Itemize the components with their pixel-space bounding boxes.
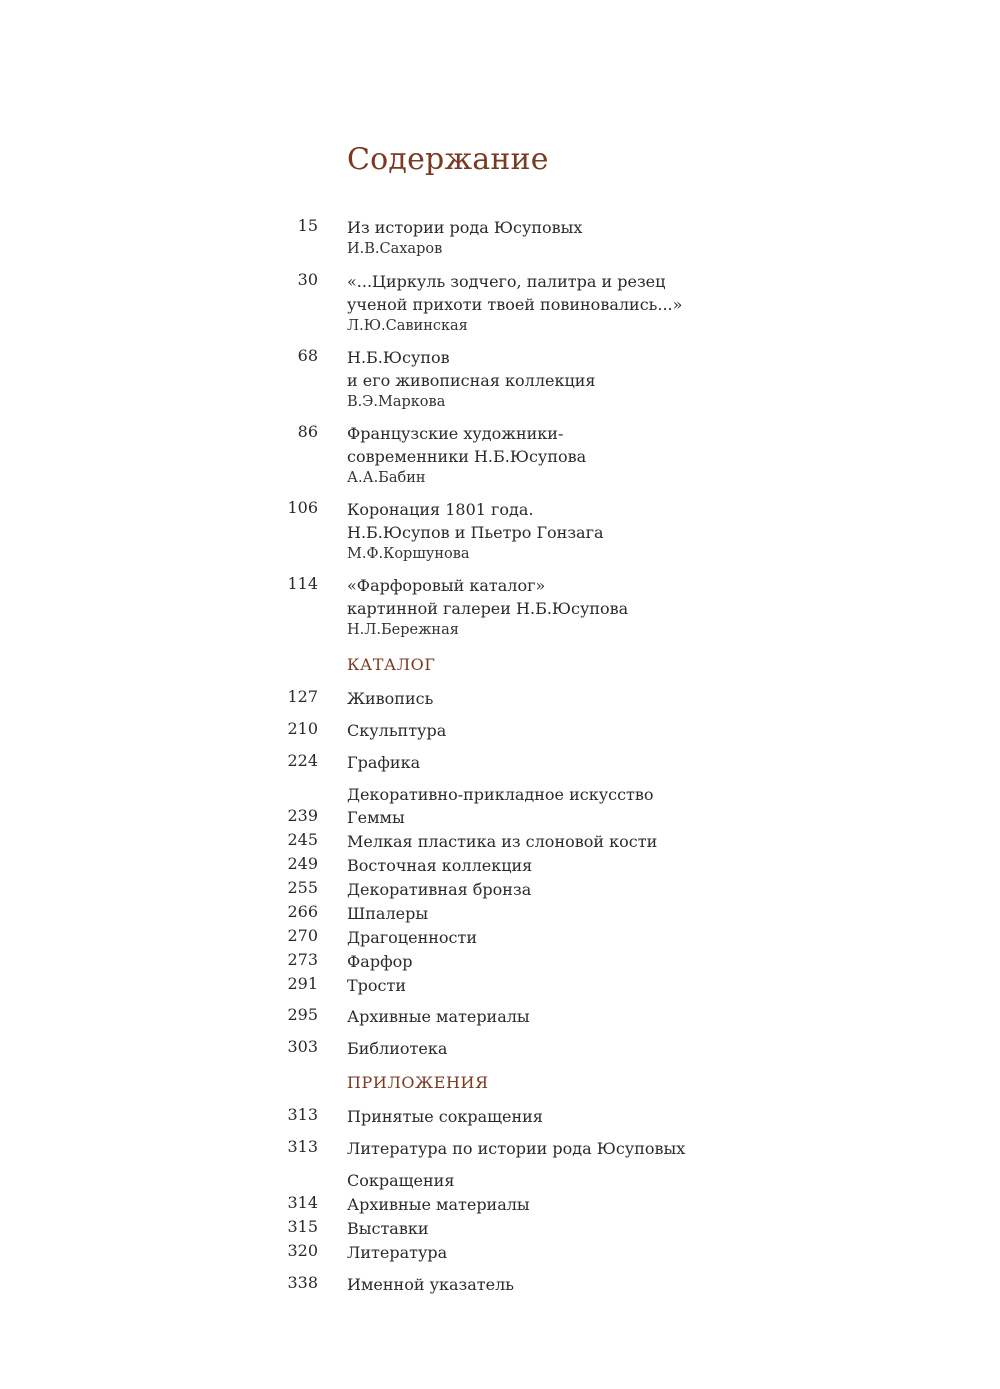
entry-author: А.А.Бабин [347,470,426,486]
entry-label: Мелкая пластика из слоновой кости [347,832,658,851]
page-number: 266 [287,902,318,921]
entry-label: Восточная коллекция [347,856,533,875]
entry-title-line: «Фарфоровый каталог» [347,576,546,595]
page-number: 255 [287,878,318,897]
entry-title-line: картинной галереи Н.Б.Юсупова [347,599,629,618]
entry-label: Графика [347,753,421,772]
entry-label: Драгоценности [347,928,477,947]
page-number: 313 [287,1137,318,1156]
section-heading-appendix: ПРИЛОЖЕНИЯ [347,1073,489,1092]
entry-title-line: Н.Б.Юсупов [347,348,450,367]
entry-label: Архивные материалы [347,1195,530,1214]
page-number: 313 [287,1105,318,1124]
page-number: 270 [287,926,318,945]
entry-title-line: ученой прихоти твоей повиновались...» [347,295,683,314]
entry-label: Выставки [347,1219,429,1238]
entry-author: Л.Ю.Савинская [347,318,468,334]
entry-title-line: современники Н.Б.Юсупова [347,447,587,466]
entry-author: И.В.Сахаров [347,241,443,257]
subsection-heading-decorative: Декоративно-прикладное искусство [347,785,654,804]
entry-author: В.Э.Маркова [347,394,446,410]
page-number: 127 [287,687,318,706]
page-number: 106 [287,498,318,517]
entry-title-line: Из истории рода Юсуповых [347,218,583,237]
entry-label: Принятые сокращения [347,1107,543,1126]
subsection-heading-abbreviations: Сокращения [347,1171,455,1190]
entry-label: Именной указатель [347,1275,514,1294]
entry-title-line: Коронация 1801 года. [347,500,534,519]
section-heading-catalog: КАТАЛОГ [347,655,436,674]
entry-text [347,346,596,413]
entry-text [347,216,582,260]
entry-text [347,574,628,641]
page-number: 245 [287,830,318,849]
entry-text [347,498,604,565]
entry-label: Скульптура [347,721,447,740]
entry-label: Живопись [347,689,434,708]
entry-label: Литература [347,1243,448,1262]
page-number: 291 [287,974,318,993]
page-number: 295 [287,1005,318,1024]
page-number: 15 [297,216,318,235]
entry-label: Архивные материалы [347,1007,530,1026]
entry-label: Геммы [347,808,405,827]
entry-label: Литература по истории рода Юсуповых [347,1139,686,1158]
entry-title-line: «...Циркуль зодчего, палитра и резец [347,272,666,291]
entry-label: Библиотека [347,1039,448,1058]
entry-title-line: и его живописная коллекция [347,371,596,390]
entry-label: Шпалеры [347,904,429,923]
page-title: Содержание [347,142,549,177]
entry-author: Н.Л.Бережная [347,622,459,638]
entry-label: Декоративная бронза [347,880,532,899]
page-number: 224 [287,751,318,770]
page-number: 273 [287,950,318,969]
entry-label: Фарфор [347,952,413,971]
page-number: 86 [297,422,318,441]
page-number: 320 [287,1241,318,1260]
page-number: 210 [287,719,318,738]
page-number: 314 [287,1193,318,1212]
entry-title-line: Н.Б.Юсупов и Пьетро Гонзага [347,523,604,542]
page-number: 303 [287,1037,318,1056]
page-number: 114 [287,574,318,593]
entry-text [347,270,682,337]
page-number: 68 [297,346,318,365]
page-number: 30 [297,270,318,289]
page-number: 249 [287,854,318,873]
page-number: 315 [287,1217,318,1236]
entry-author: М.Ф.Коршунова [347,546,470,562]
entry-label: Трости [347,976,407,995]
entry-title-line: Французские художники- [347,424,564,443]
page-number: 239 [287,806,318,825]
page-number: 338 [287,1273,318,1292]
entry-text [347,422,586,489]
